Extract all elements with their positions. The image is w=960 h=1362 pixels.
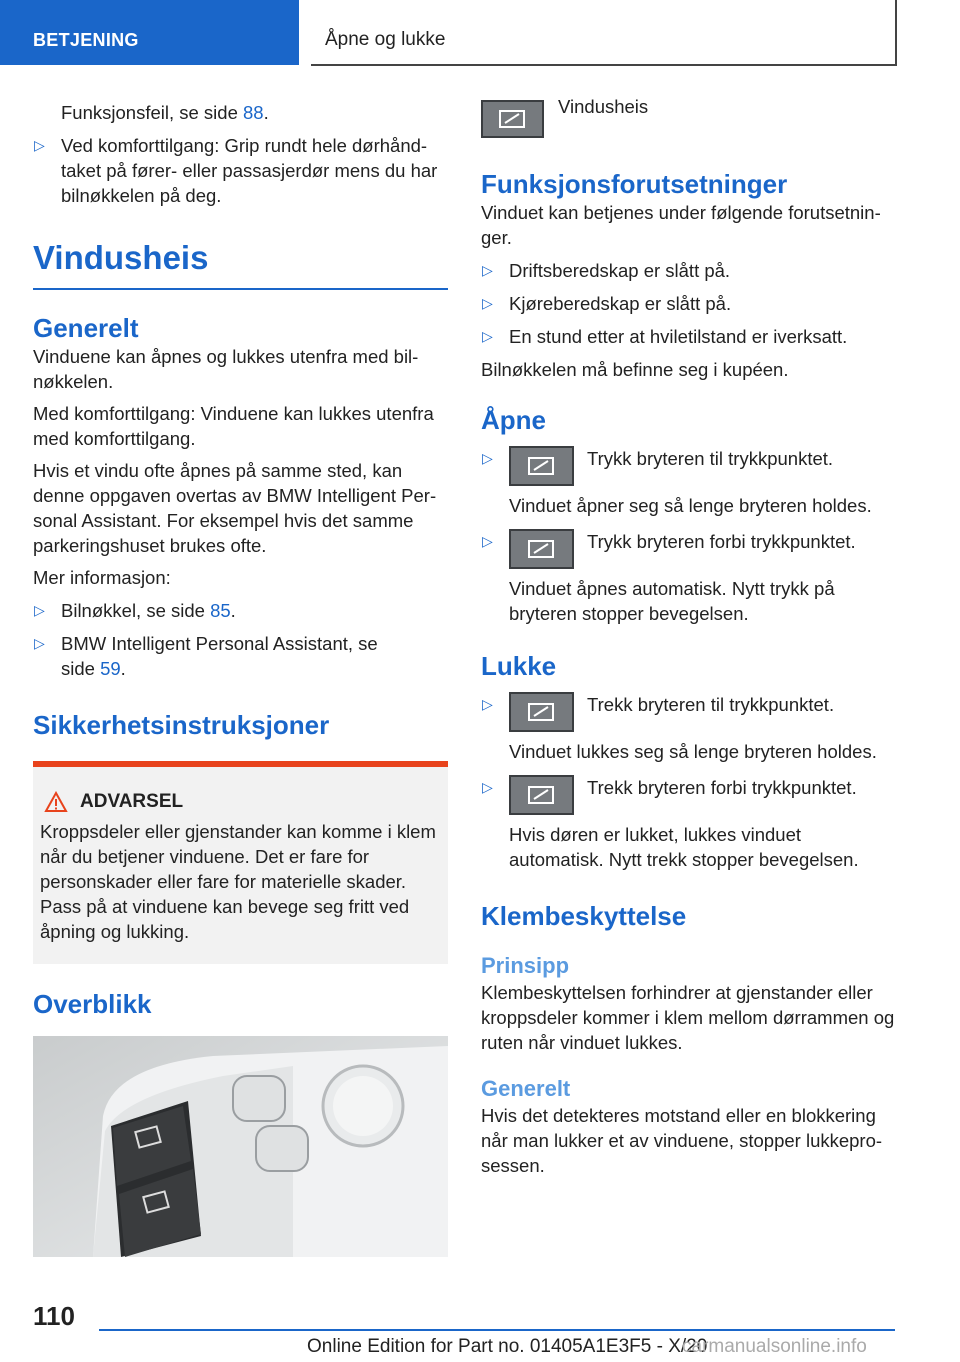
icon-caption-row: [481, 96, 896, 138]
list-item: ▷ En stund etter at hviletilstand er iverksatt.: [482, 326, 848, 347]
bullet-triangle-icon: ▷: [34, 137, 45, 153]
heading-generelt-2: Generelt: [481, 1076, 571, 1101]
window-switch-icon: [481, 100, 544, 138]
list-item: ▷ Trykk bryteren forbi trykkpunktet. Vinduet åpnes automatisk. Nytt trykk på bryteren stopper bevegelsen.: [482, 531, 856, 624]
heading-overblikk: Overblikk: [33, 989, 152, 1019]
bullet-triangle-icon: ▷: [482, 328, 493, 344]
bullet-triangle-icon: ▷: [34, 635, 45, 651]
heading-klembeskyttelse: Klembeskyttelse: [481, 901, 687, 931]
footer-rule: [99, 1329, 895, 1331]
heading-prinsipp: Prinsipp: [481, 953, 570, 978]
bullet-triangle-icon: ▷: [482, 533, 493, 549]
list-item: ▷ Kjøreberedskap er slått på.: [482, 293, 732, 314]
section-title: BETJENING: [33, 30, 139, 50]
right-column: [481, 96, 896, 1178]
page-link-59[interactable]: 59: [100, 658, 121, 679]
warning-text: Kroppsdeler eller gjenstander kan komme i klem når du betjener vinduene. Det er fare for personskader eller fare for materielle skader. Pass på at vinduene kan bevege seg fritt ved åpning og lukking.: [40, 821, 436, 942]
bullet-triangle-icon: ▷: [482, 295, 493, 311]
window-switch-icon: [509, 775, 574, 815]
paragraph: Hvis det detekteres motstand eller en blokkering når man lukker et av vinduene, stopper lukkepro-sessen.: [481, 1105, 883, 1176]
icon-caption: Vindusheis: [558, 96, 649, 117]
bullet-triangle-icon: ▷: [482, 696, 493, 712]
paragraph: Hvis et vindu ofte åpnes på samme sted, kan denne oppgaven overtas av BMW Intelligent Per-sonal Assistant. For eksempel hvis det samme parkeringshuset brukes ofte.: [33, 460, 437, 556]
heading-rule: [33, 288, 448, 290]
edition-text: Online Edition for Part no. 01405A1E3F5 - X/20: [307, 1336, 708, 1357]
window-switch-illustration: [33, 1036, 448, 1257]
bullet-triangle-icon: ▷: [482, 262, 493, 278]
left-column: [33, 100, 448, 1257]
list-item: ▷ Driftsberedskap er slått på.: [482, 260, 731, 281]
page-link-88[interactable]: 88: [243, 102, 264, 123]
continuation-line: Funksjonsfeil, se side 88.: [61, 102, 269, 123]
warning-box: [33, 761, 448, 964]
paragraph: Vinduene kan åpnes og lukkes utenfra med bil-nøkkelen.: [33, 346, 419, 392]
window-switch-icon: [509, 529, 574, 569]
chapter-tab: [311, 0, 897, 66]
paragraph: Mer informasjon:: [33, 567, 171, 588]
list-item: ▷ Trykk bryteren til trykkpunktet. Vinduet åpner seg så lenge bryteren holdes.: [482, 448, 872, 516]
window-switch-icon: [509, 692, 574, 732]
heading-funksjonsforutsetninger: Funksjonsforutsetninger: [481, 169, 788, 199]
paragraph: Vinduet kan betjenes under følgende forutsetnin-ger.: [481, 202, 881, 248]
paragraph: Bilnøkkelen må befinne seg i kupéen.: [481, 359, 789, 380]
window-switch-photo: [33, 1036, 448, 1257]
paragraph: Klembeskyttelsen forhindrer at gjenstander eller kroppsdeler kommer i klem mellom dørrammen og ruten når vinduet lukkes.: [481, 982, 895, 1053]
watermark: carmanualsonline.info: [682, 1336, 867, 1357]
list-item: ▷ Trekk bryteren forbi trykkpunktet. Hvis døren er lukket, lukkes vinduet automatisk. Nytt trekk stopper bevegelsen.: [482, 777, 859, 870]
list-item: ▷ Bilnøkkel, se side 85.: [34, 600, 236, 621]
list-item: ▷ BMW Intelligent Personal Assistant, se side 59.: [34, 633, 378, 679]
paragraph: Med komforttilgang: Vinduene kan lukkes utenfra med komforttilgang.: [33, 403, 434, 449]
window-switch-icon: [509, 446, 574, 486]
warning-title: ADVARSEL: [40, 789, 441, 815]
heading-sikkerhet: Sikkerhetsinstruksjoner: [33, 710, 330, 740]
bullet-triangle-icon: ▷: [34, 602, 45, 618]
list-item: ▷ Ved komforttilgang: Grip rundt hele dørhånd-taket på fører- eller passasjerdør mens du har bilnøkkelen på deg.: [34, 135, 438, 206]
page-number: 110: [33, 1301, 75, 1331]
bullet-triangle-icon: ▷: [482, 779, 493, 795]
chapter-title: Åpne og lukke: [325, 29, 446, 50]
page-link-85[interactable]: 85: [210, 600, 231, 621]
bullet-triangle-icon: ▷: [482, 450, 493, 466]
section-tab: [0, 0, 299, 65]
heading-vindusheis: Vindusheis: [33, 239, 209, 276]
list-item: ▷ Trekk bryteren til trykkpunktet. Vinduet lukkes seg så lenge bryteren holdes.: [482, 694, 877, 762]
heading-lukke: Lukke: [481, 651, 557, 681]
heading-apne: Åpne: [481, 405, 546, 435]
warning-triangle-icon: [44, 791, 68, 813]
heading-generelt: Generelt: [33, 313, 139, 343]
